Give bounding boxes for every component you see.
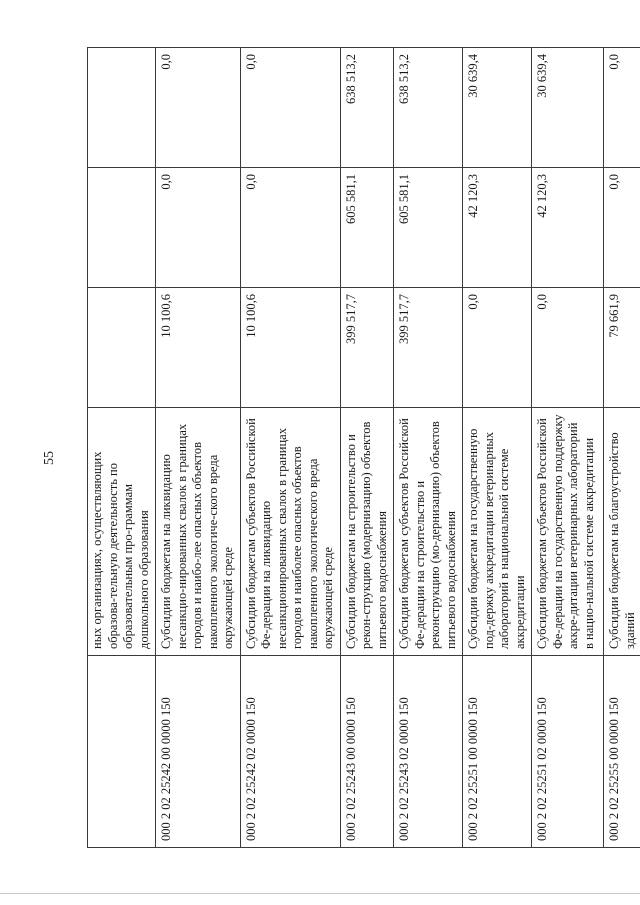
budget-code-cell: 000 2 02 25251 02 0000 150 bbox=[532, 656, 604, 848]
amount-year2-cell bbox=[88, 168, 156, 288]
amount-year1-cell: 10 100,6 bbox=[156, 288, 241, 408]
item-name-cell: Субсидии бюджетам на строительство и рекон-струкцию (модернизацию) объектов питьевого водоснабжения bbox=[340, 408, 394, 656]
rotated-table-container bbox=[87, 48, 637, 848]
item-name-cell: Субсидии бюджетам субъектов Российской Фе-дерации на строительство и реконструкцию (мо-дернизацию) объектов питьевого водоснабжения bbox=[394, 408, 463, 656]
budget-code-cell: 000 2 02 25255 00 0000 150 bbox=[604, 656, 640, 848]
amount-year1-cell: 0,0 bbox=[532, 288, 604, 408]
budget-code-cell: 000 2 02 25242 02 0000 150 bbox=[240, 656, 340, 848]
item-name-cell: Субсидии бюджетам субъектов Российской Фе-дерации на государственную поддержку аккре-дитации ветеринарных лабораторий в нацио-нальной системе аккредитации bbox=[532, 408, 604, 656]
amount-year1-cell: 79 661,9 bbox=[604, 288, 640, 408]
amount-year2-cell: 0,0 bbox=[240, 168, 340, 288]
table-row bbox=[88, 48, 156, 848]
amount-year2-cell: 42 120,3 bbox=[532, 168, 604, 288]
table-row bbox=[394, 48, 463, 848]
page-number: 55 bbox=[42, 451, 57, 465]
budget-code-cell bbox=[88, 656, 156, 848]
item-name-cell: Субсидии бюджетам на государственную под-держку аккредитации ветеринарных лабораторий в национальной системе аккредитации bbox=[463, 408, 532, 656]
item-name-cell: Субсидии бюджетам субъектов Российской Фе-дерации на ликвидацию несанкционированных свалок в границах городов и наиболее опасных объектов накопленного экологического вреда окружающей среде bbox=[240, 408, 340, 656]
amount-year3-cell: 638 513,2 bbox=[394, 48, 463, 168]
table-row bbox=[240, 48, 340, 848]
amount-year2-cell: 0,0 bbox=[604, 168, 640, 288]
amount-year1-cell: 0,0 bbox=[463, 288, 532, 408]
table-row bbox=[604, 48, 640, 848]
item-name-cell: Субсидии бюджетам на благоустройство зданий bbox=[604, 408, 640, 656]
amount-year2-cell: 605 581,1 bbox=[340, 168, 394, 288]
budget-code-cell: 000 2 02 25243 02 0000 150 bbox=[394, 656, 463, 848]
amount-year3-cell: 0,0 bbox=[156, 48, 241, 168]
amount-year3-cell: 0,0 bbox=[604, 48, 640, 168]
amount-year2-cell: 42 120,3 bbox=[463, 168, 532, 288]
amount-year1-cell: 10 100,6 bbox=[240, 288, 340, 408]
table-row bbox=[463, 48, 532, 848]
table-row bbox=[156, 48, 241, 848]
amount-year3-cell: 0,0 bbox=[240, 48, 340, 168]
amount-year1-cell: 399 517,7 bbox=[394, 288, 463, 408]
amount-year3-cell: 638 513,2 bbox=[340, 48, 394, 168]
budget-code-cell: 000 2 02 25242 00 0000 150 bbox=[156, 656, 241, 848]
item-name-cell: Субсидии бюджетам на ликвидацию несанкцио-нированных свалок в границах городов и наибо-лее опасных объектов накопленного экологиче-ского вреда окружающей среде bbox=[156, 408, 241, 656]
amount-year1-cell: 399 517,7 bbox=[340, 288, 394, 408]
amount-year3-cell: 30 639,4 bbox=[532, 48, 604, 168]
amount-year2-cell: 0,0 bbox=[156, 168, 241, 288]
scan-edge-line bbox=[0, 893, 640, 894]
amount-year3-cell: 30 639,4 bbox=[463, 48, 532, 168]
amount-year3-cell bbox=[88, 48, 156, 168]
table-row bbox=[340, 48, 394, 848]
amount-year2-cell: 605 581,1 bbox=[394, 168, 463, 288]
item-name-cell: ных организациях, осуществляющих образова-тельную деятельность по образовательным про-граммам дошкольного образования bbox=[88, 408, 156, 656]
table-row bbox=[532, 48, 604, 848]
amount-year1-cell bbox=[88, 288, 156, 408]
budget-code-cell: 000 2 02 25251 00 0000 150 bbox=[463, 656, 532, 848]
budget-code-cell: 000 2 02 25243 00 0000 150 bbox=[340, 656, 394, 848]
budget-table bbox=[87, 47, 640, 848]
